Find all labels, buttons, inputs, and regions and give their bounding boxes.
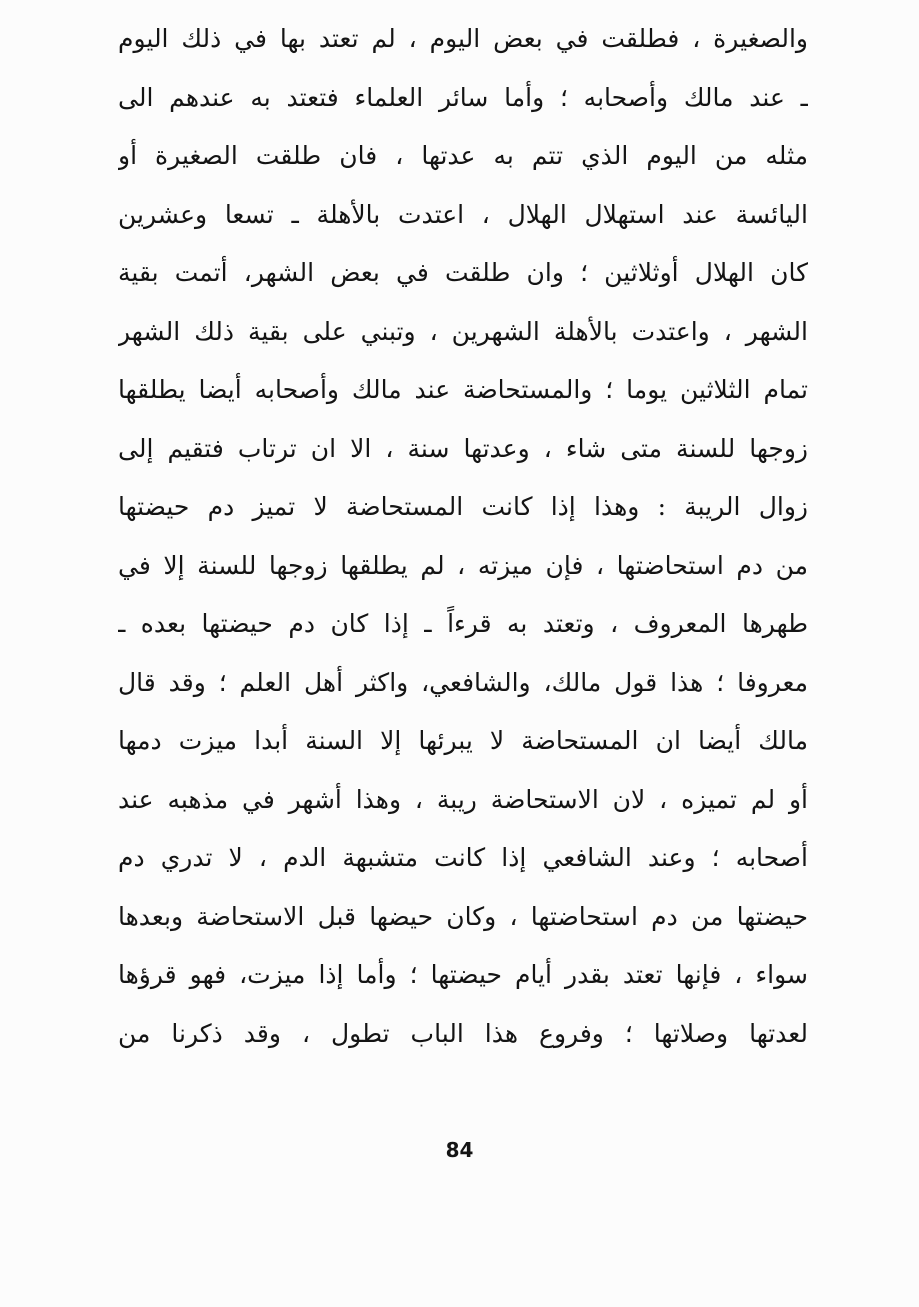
text-line: كان الهلال أوثلاثين ؛ وان طلقت في بعض الشهر، أتمت بقية	[118, 258, 808, 287]
text-line: والصغيرة ، فطلقت في بعض اليوم ، لم تعتد بها في ذلك اليوم	[118, 24, 808, 53]
text-line: مثله من اليوم الذي تتم به عدتها ، فان طلقت الصغيرة أو	[118, 141, 808, 170]
text-line: زوجها للسنة متى شاء ، وعدتها سنة ، الا ان ترتاب فتقيم إلى	[118, 433, 808, 463]
text-line: طهرها المعروف ، وتعتد به قرءاً ـ إذا كان دم حيضتها بعده ـ	[118, 609, 808, 638]
text-line: ـ عند مالك وأصحابه ؛ وأما سائر العلماء فتعتد به عندهم الى	[118, 82, 808, 112]
text-line: لعدتها وصلاتها ؛ وفروع هذا الباب تطول ، وقد ذكرنا من	[118, 1018, 808, 1048]
text-line: زوال الريبة : وهذا إذا كانت المستحاضة لا تميز دم حيضتها	[118, 492, 808, 521]
text-line: حيضتها من دم استحاضتها ، وكان حيضها قبل الاستحاضة وبعدها	[118, 901, 808, 931]
text-line: الشهر ، واعتدت بالأهلة الشهرين ، وتبني على بقية ذلك الشهر	[118, 316, 808, 346]
page-number: 84	[445, 1138, 474, 1162]
text-line: أصحابه ؛ وعند الشافعي إذا كانت متشبهة الدم ، لا تدري دم	[118, 843, 808, 872]
text-line: من دم استحاضتها ، فإن ميزته ، لم يطلقها زوجها للسنة إلا في	[118, 550, 808, 580]
text-line: معروفا ؛ هذا قول مالك، والشافعي، واكثر أهل العلم ؛ وقد قال	[118, 667, 808, 697]
text-line: سواء ، فإنها تعتد بقدر أيام حيضتها ؛ وأما إذا ميزت، فهو قرؤها	[118, 960, 808, 989]
text-line: أو لم تميزه ، لان الاستحاضة ريبة ، وهذا أشهر في مذهبه عند	[118, 784, 808, 814]
text-line: تمام الثلاثين يوما ؛ والمستحاضة عند مالك وأصحابه أيضا يطلقها	[118, 375, 808, 404]
text-line: اليائسة عند استهلال الهلال ، اعتدت بالأهلة ـ تسعا وعشرين	[118, 199, 808, 229]
body-text	[118, 10, 808, 1063]
text-line: مالك أيضا ان المستحاضة لا يبرئها إلا السنة أبدا ميزت دمها	[118, 726, 808, 755]
